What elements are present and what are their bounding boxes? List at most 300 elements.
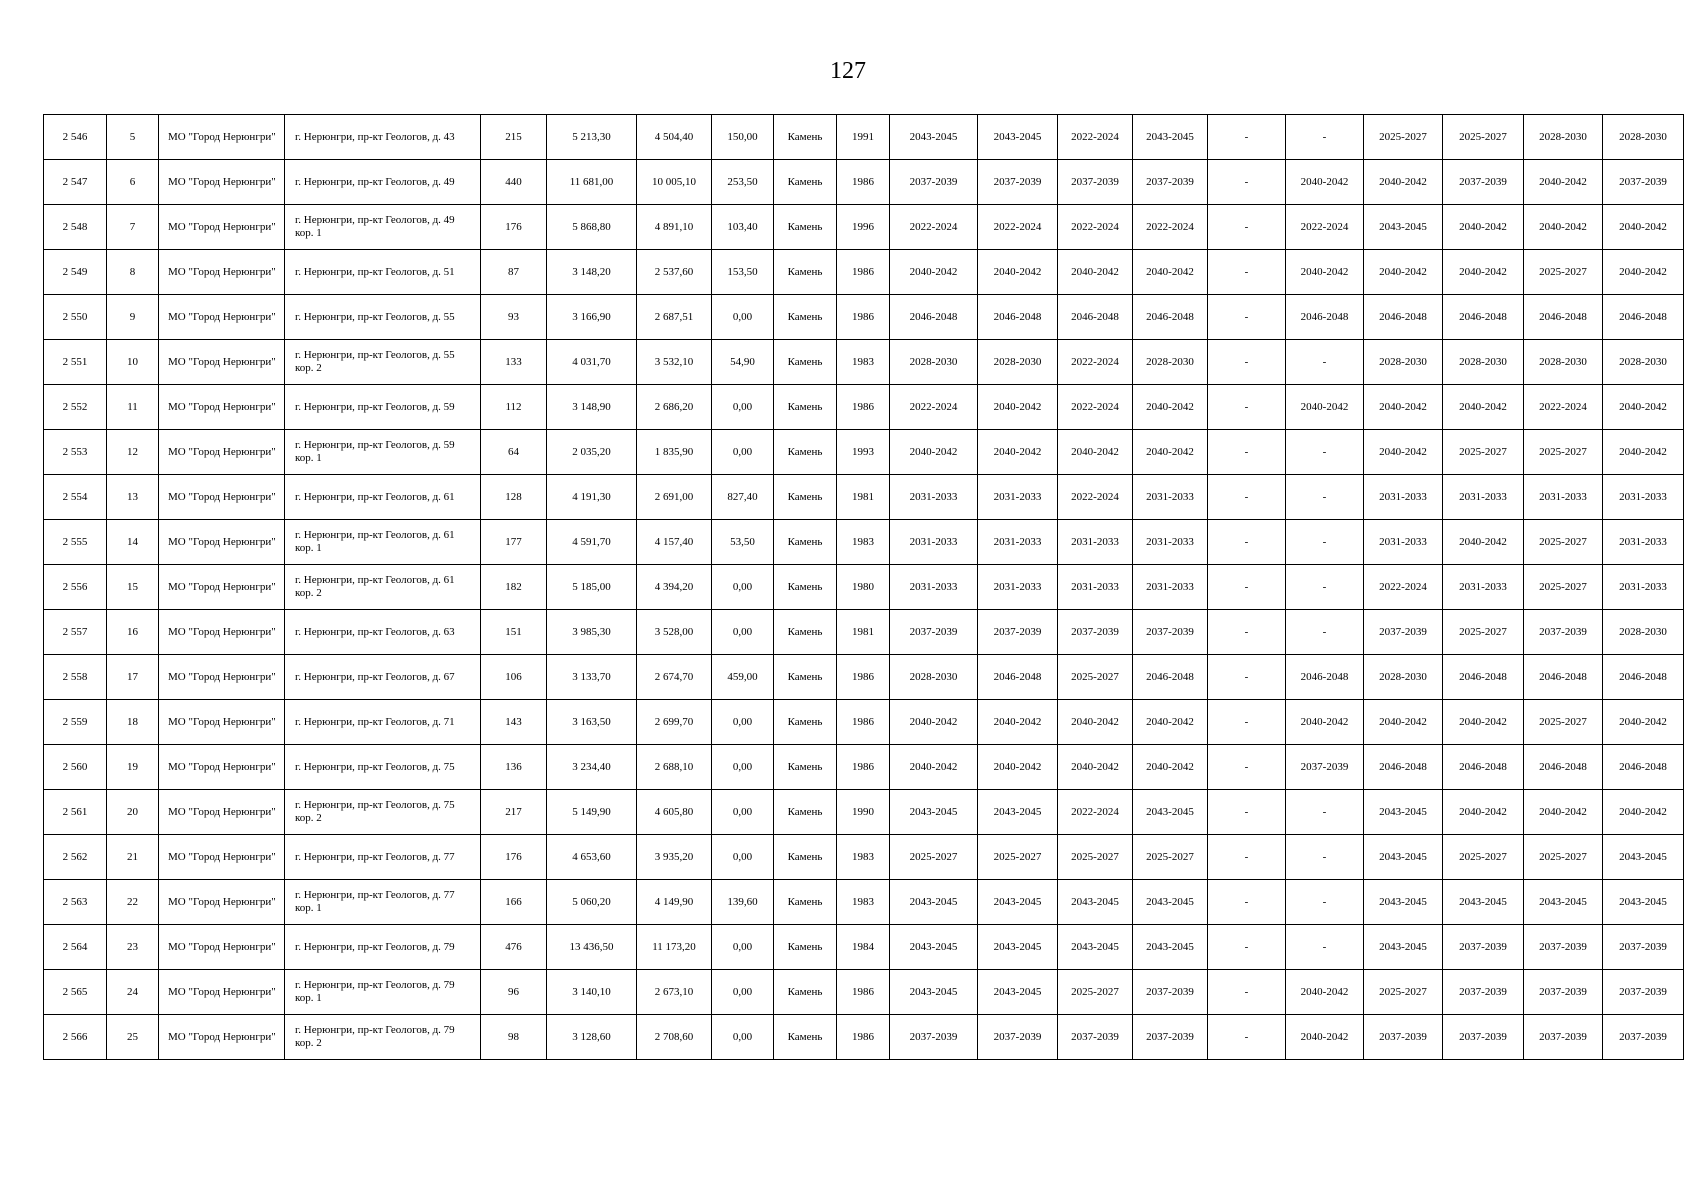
cell-nonresidential-area: 53,50 [712, 520, 774, 565]
cell-wall-material: Камень [774, 880, 837, 925]
cell-municipality: МО "Город Нерюнгри" [159, 250, 285, 295]
cell-item-number: 10 [107, 340, 159, 385]
cell-period-9: 2046-2048 [1524, 745, 1603, 790]
cell-total-area: 5 149,90 [547, 790, 637, 835]
cell-total-area: 3 133,70 [547, 655, 637, 700]
cell-total-area: 5 213,30 [547, 115, 637, 160]
cell-period-10: 2028-2030 [1603, 610, 1684, 655]
cell-build-year: 1983 [837, 880, 890, 925]
cell-period-9: 2022-2024 [1524, 385, 1603, 430]
cell-total-area: 3 128,60 [547, 1015, 637, 1060]
table-row [44, 610, 1684, 655]
cell-living-area: 4 394,20 [637, 565, 712, 610]
cell-record-number: 2 551 [44, 340, 107, 385]
cell-record-number: 2 566 [44, 1015, 107, 1060]
cell-record-number: 2 548 [44, 205, 107, 250]
cell-municipality: МО "Город Нерюнгри" [159, 520, 285, 565]
cell-period-7: 2028-2030 [1364, 655, 1443, 700]
cell-address: г. Нерюнгри, пр-кт Геологов, д. 49 [285, 160, 481, 205]
cell-build-year: 1986 [837, 1015, 890, 1060]
cell-period-3: 2037-2039 [1058, 610, 1133, 655]
cell-living-area: 10 005,10 [637, 160, 712, 205]
cell-period-3: 2037-2039 [1058, 160, 1133, 205]
cell-period-4: 2040-2042 [1133, 385, 1208, 430]
cell-period-10: 2040-2042 [1603, 790, 1684, 835]
cell-period-2: 2037-2039 [978, 610, 1058, 655]
cell-period-2: 2031-2033 [978, 565, 1058, 610]
cell-period-8: 2031-2033 [1443, 565, 1524, 610]
table-row [44, 925, 1684, 970]
cell-period-8: 2037-2039 [1443, 1015, 1524, 1060]
cell-period-3: 2031-2033 [1058, 565, 1133, 610]
cell-item-number: 9 [107, 295, 159, 340]
cell-period-9: 2037-2039 [1524, 610, 1603, 655]
cell-build-year: 1986 [837, 655, 890, 700]
cell-nonresidential-area: 827,40 [712, 475, 774, 520]
cell-period-8: 2046-2048 [1443, 745, 1524, 790]
cell-municipality: МО "Город Нерюнгри" [159, 160, 285, 205]
cell-period-8: 2037-2039 [1443, 160, 1524, 205]
cell-nonresidential-area: 0,00 [712, 295, 774, 340]
cell-period-4: 2031-2033 [1133, 565, 1208, 610]
cell-period-1: 2037-2039 [890, 610, 978, 655]
cell-period-9: 2028-2030 [1524, 115, 1603, 160]
cell-period-6: 2037-2039 [1286, 745, 1364, 790]
cell-living-area: 1 835,90 [637, 430, 712, 475]
cell-item-number: 16 [107, 610, 159, 655]
table-row [44, 880, 1684, 925]
cell-build-year: 1990 [837, 790, 890, 835]
cell-total-area: 13 436,50 [547, 925, 637, 970]
cell-item-number: 25 [107, 1015, 159, 1060]
cell-period-4: 2037-2039 [1133, 970, 1208, 1015]
cell-living-area: 2 687,51 [637, 295, 712, 340]
cell-item-number: 15 [107, 565, 159, 610]
cell-period-10: 2040-2042 [1603, 385, 1684, 430]
cell-period-9: 2040-2042 [1524, 205, 1603, 250]
cell-living-area: 2 708,60 [637, 1015, 712, 1060]
cell-period-2: 2037-2039 [978, 160, 1058, 205]
cell-period-10: 2043-2045 [1603, 835, 1684, 880]
cell-address: г. Нерюнгри, пр-кт Геологов, д. 59 кор. 1 [285, 430, 481, 475]
table-row [44, 385, 1684, 430]
cell-period-6: - [1286, 520, 1364, 565]
cell-period-8: 2040-2042 [1443, 205, 1524, 250]
cell-period-6: - [1286, 430, 1364, 475]
page-number: 127 [830, 58, 866, 84]
cell-period-7: 2022-2024 [1364, 565, 1443, 610]
cell-period-5: - [1208, 115, 1286, 160]
cell-residents: 98 [481, 1015, 547, 1060]
cell-period-4: 2037-2039 [1133, 160, 1208, 205]
cell-period-8: 2040-2042 [1443, 520, 1524, 565]
cell-period-1: 2043-2045 [890, 115, 978, 160]
cell-municipality: МО "Город Нерюнгри" [159, 475, 285, 520]
cell-item-number: 7 [107, 205, 159, 250]
cell-living-area: 4 504,40 [637, 115, 712, 160]
cell-address: г. Нерюнгри, пр-кт Геологов, д. 71 [285, 700, 481, 745]
cell-living-area: 4 149,90 [637, 880, 712, 925]
cell-municipality: МО "Город Нерюнгри" [159, 205, 285, 250]
cell-wall-material: Камень [774, 250, 837, 295]
cell-period-5: - [1208, 520, 1286, 565]
cell-period-2: 2040-2042 [978, 250, 1058, 295]
cell-living-area: 4 605,80 [637, 790, 712, 835]
cell-period-4: 2022-2024 [1133, 205, 1208, 250]
cell-period-5: - [1208, 340, 1286, 385]
cell-total-area: 5 868,80 [547, 205, 637, 250]
cell-address: г. Нерюнгри, пр-кт Геологов, д. 55 [285, 295, 481, 340]
cell-period-5: - [1208, 295, 1286, 340]
cell-period-8: 2028-2030 [1443, 340, 1524, 385]
cell-period-4: 2043-2045 [1133, 790, 1208, 835]
cell-period-6: 2040-2042 [1286, 385, 1364, 430]
cell-build-year: 1986 [837, 250, 890, 295]
cell-record-number: 2 561 [44, 790, 107, 835]
cell-period-1: 2040-2042 [890, 250, 978, 295]
cell-period-2: 2031-2033 [978, 475, 1058, 520]
cell-period-5: - [1208, 925, 1286, 970]
cell-wall-material: Камень [774, 970, 837, 1015]
cell-period-2: 2046-2048 [978, 655, 1058, 700]
cell-nonresidential-area: 459,00 [712, 655, 774, 700]
cell-wall-material: Камень [774, 835, 837, 880]
table-row [44, 295, 1684, 340]
cell-period-10: 2046-2048 [1603, 655, 1684, 700]
cell-total-area: 11 681,00 [547, 160, 637, 205]
cell-record-number: 2 553 [44, 430, 107, 475]
cell-record-number: 2 557 [44, 610, 107, 655]
cell-period-3: 2043-2045 [1058, 925, 1133, 970]
cell-record-number: 2 565 [44, 970, 107, 1015]
cell-record-number: 2 549 [44, 250, 107, 295]
cell-period-9: 2025-2027 [1524, 520, 1603, 565]
cell-residents: 151 [481, 610, 547, 655]
cell-period-4: 2040-2042 [1133, 430, 1208, 475]
cell-period-10: 2031-2033 [1603, 520, 1684, 565]
cell-period-8: 2037-2039 [1443, 970, 1524, 1015]
cell-address: г. Нерюнгри, пр-кт Геологов, д. 59 [285, 385, 481, 430]
cell-nonresidential-area: 139,60 [712, 880, 774, 925]
cell-living-area: 4 157,40 [637, 520, 712, 565]
cell-build-year: 1980 [837, 565, 890, 610]
cell-address: г. Нерюнгри, пр-кт Геологов, д. 61 кор. 2 [285, 565, 481, 610]
cell-period-5: - [1208, 1015, 1286, 1060]
cell-period-3: 2022-2024 [1058, 115, 1133, 160]
cell-period-1: 2046-2048 [890, 295, 978, 340]
cell-period-5: - [1208, 205, 1286, 250]
cell-total-area: 4 191,30 [547, 475, 637, 520]
cell-period-1: 2028-2030 [890, 340, 978, 385]
cell-wall-material: Камень [774, 475, 837, 520]
cell-address: г. Нерюнгри, пр-кт Геологов, д. 79 кор. 2 [285, 1015, 481, 1060]
cell-period-10: 2046-2048 [1603, 295, 1684, 340]
cell-period-2: 2031-2033 [978, 520, 1058, 565]
cell-period-9: 2037-2039 [1524, 1015, 1603, 1060]
cell-municipality: МО "Город Нерюнгри" [159, 295, 285, 340]
cell-total-area: 5 185,00 [547, 565, 637, 610]
cell-period-1: 2028-2030 [890, 655, 978, 700]
cell-wall-material: Камень [774, 115, 837, 160]
cell-period-7: 2043-2045 [1364, 835, 1443, 880]
cell-period-8: 2040-2042 [1443, 250, 1524, 295]
cell-period-3: 2025-2027 [1058, 655, 1133, 700]
cell-record-number: 2 555 [44, 520, 107, 565]
table-row [44, 835, 1684, 880]
cell-address: г. Нерюнгри, пр-кт Геологов, д. 51 [285, 250, 481, 295]
cell-period-9: 2025-2027 [1524, 700, 1603, 745]
cell-period-9: 2043-2045 [1524, 880, 1603, 925]
cell-nonresidential-area: 0,00 [712, 430, 774, 475]
cell-period-9: 2025-2027 [1524, 835, 1603, 880]
cell-build-year: 1986 [837, 700, 890, 745]
cell-period-10: 2037-2039 [1603, 1015, 1684, 1060]
cell-nonresidential-area: 0,00 [712, 790, 774, 835]
cell-period-5: - [1208, 250, 1286, 295]
cell-living-area: 2 688,10 [637, 745, 712, 790]
cell-period-10: 2040-2042 [1603, 250, 1684, 295]
cell-period-4: 2043-2045 [1133, 925, 1208, 970]
table-body [44, 115, 1684, 1060]
cell-period-5: - [1208, 790, 1286, 835]
cell-living-area: 2 699,70 [637, 700, 712, 745]
cell-living-area: 2 686,20 [637, 385, 712, 430]
cell-period-6: - [1286, 835, 1364, 880]
cell-residents: 133 [481, 340, 547, 385]
cell-period-9: 2037-2039 [1524, 970, 1603, 1015]
cell-period-7: 2037-2039 [1364, 610, 1443, 655]
cell-period-6: 2040-2042 [1286, 160, 1364, 205]
cell-period-1: 2040-2042 [890, 700, 978, 745]
cell-period-6: 2040-2042 [1286, 250, 1364, 295]
cell-period-4: 2031-2033 [1133, 475, 1208, 520]
cell-period-5: - [1208, 835, 1286, 880]
cell-nonresidential-area: 103,40 [712, 205, 774, 250]
cell-municipality: МО "Город Нерюнгри" [159, 970, 285, 1015]
cell-item-number: 19 [107, 745, 159, 790]
cell-period-5: - [1208, 700, 1286, 745]
cell-period-5: - [1208, 565, 1286, 610]
cell-item-number: 23 [107, 925, 159, 970]
cell-period-6: - [1286, 115, 1364, 160]
cell-period-4: 2037-2039 [1133, 610, 1208, 655]
cell-item-number: 6 [107, 160, 159, 205]
cell-living-area: 2 537,60 [637, 250, 712, 295]
cell-period-7: 2043-2045 [1364, 205, 1443, 250]
cell-record-number: 2 547 [44, 160, 107, 205]
cell-period-7: 2040-2042 [1364, 700, 1443, 745]
cell-period-3: 2040-2042 [1058, 250, 1133, 295]
cell-period-2: 2043-2045 [978, 880, 1058, 925]
cell-period-9: 2040-2042 [1524, 790, 1603, 835]
cell-period-7: 2040-2042 [1364, 250, 1443, 295]
table-row [44, 1015, 1684, 1060]
cell-total-area: 5 060,20 [547, 880, 637, 925]
cell-nonresidential-area: 0,00 [712, 1015, 774, 1060]
registry-table [43, 114, 1684, 1060]
cell-period-10: 2028-2030 [1603, 340, 1684, 385]
cell-period-7: 2040-2042 [1364, 160, 1443, 205]
cell-period-7: 2046-2048 [1364, 745, 1443, 790]
cell-period-4: 2043-2045 [1133, 115, 1208, 160]
cell-period-6: 2022-2024 [1286, 205, 1364, 250]
cell-period-9: 2025-2027 [1524, 250, 1603, 295]
cell-period-7: 2025-2027 [1364, 115, 1443, 160]
cell-wall-material: Камень [774, 745, 837, 790]
cell-period-9: 2040-2042 [1524, 160, 1603, 205]
cell-period-3: 2022-2024 [1058, 475, 1133, 520]
cell-item-number: 21 [107, 835, 159, 880]
cell-municipality: МО "Город Нерюнгри" [159, 790, 285, 835]
cell-build-year: 1983 [837, 340, 890, 385]
cell-period-7: 2025-2027 [1364, 970, 1443, 1015]
cell-item-number: 5 [107, 115, 159, 160]
cell-total-area: 4 591,70 [547, 520, 637, 565]
cell-period-6: 2040-2042 [1286, 700, 1364, 745]
cell-address: г. Нерюнгри, пр-кт Геологов, д. 77 кор. 1 [285, 880, 481, 925]
cell-wall-material: Камень [774, 340, 837, 385]
cell-period-7: 2040-2042 [1364, 385, 1443, 430]
cell-build-year: 1986 [837, 385, 890, 430]
cell-municipality: МО "Город Нерюнгри" [159, 835, 285, 880]
cell-period-3: 2040-2042 [1058, 430, 1133, 475]
cell-residents: 177 [481, 520, 547, 565]
cell-total-area: 3 234,40 [547, 745, 637, 790]
cell-period-8: 2037-2039 [1443, 925, 1524, 970]
cell-address: г. Нерюнгри, пр-кт Геологов, д. 61 [285, 475, 481, 520]
cell-build-year: 1991 [837, 115, 890, 160]
cell-period-1: 2037-2039 [890, 160, 978, 205]
cell-period-1: 2043-2045 [890, 925, 978, 970]
cell-living-area: 2 691,00 [637, 475, 712, 520]
table-row [44, 160, 1684, 205]
cell-period-4: 2031-2033 [1133, 520, 1208, 565]
table-row [44, 430, 1684, 475]
cell-period-9: 2025-2027 [1524, 430, 1603, 475]
cell-period-4: 2040-2042 [1133, 250, 1208, 295]
cell-period-10: 2043-2045 [1603, 880, 1684, 925]
cell-build-year: 1981 [837, 475, 890, 520]
cell-period-3: 2022-2024 [1058, 205, 1133, 250]
cell-residents: 476 [481, 925, 547, 970]
cell-period-10: 2040-2042 [1603, 205, 1684, 250]
cell-municipality: МО "Город Нерюнгри" [159, 430, 285, 475]
cell-living-area: 11 173,20 [637, 925, 712, 970]
cell-build-year: 1981 [837, 610, 890, 655]
cell-residents: 182 [481, 565, 547, 610]
cell-period-8: 2025-2027 [1443, 610, 1524, 655]
cell-period-6: - [1286, 565, 1364, 610]
cell-total-area: 3 166,90 [547, 295, 637, 340]
cell-build-year: 1986 [837, 160, 890, 205]
cell-municipality: МО "Город Нерюнгри" [159, 1015, 285, 1060]
cell-period-8: 2046-2048 [1443, 295, 1524, 340]
cell-total-area: 2 035,20 [547, 430, 637, 475]
cell-period-3: 2025-2027 [1058, 835, 1133, 880]
cell-record-number: 2 550 [44, 295, 107, 340]
cell-wall-material: Камень [774, 205, 837, 250]
cell-period-4: 2046-2048 [1133, 655, 1208, 700]
cell-period-9: 2025-2027 [1524, 565, 1603, 610]
table-row [44, 970, 1684, 1015]
cell-wall-material: Камень [774, 655, 837, 700]
cell-period-5: - [1208, 475, 1286, 520]
cell-period-4: 2037-2039 [1133, 1015, 1208, 1060]
cell-total-area: 3 985,30 [547, 610, 637, 655]
cell-address: г. Нерюнгри, пр-кт Геологов, д. 43 [285, 115, 481, 160]
table-row [44, 250, 1684, 295]
cell-wall-material: Камень [774, 565, 837, 610]
cell-period-5: - [1208, 430, 1286, 475]
cell-period-8: 2040-2042 [1443, 790, 1524, 835]
cell-item-number: 20 [107, 790, 159, 835]
cell-period-1: 2022-2024 [890, 385, 978, 430]
cell-municipality: МО "Город Нерюнгри" [159, 655, 285, 700]
table-row [44, 475, 1684, 520]
cell-living-area: 3 935,20 [637, 835, 712, 880]
cell-total-area: 3 140,10 [547, 970, 637, 1015]
cell-period-7: 2031-2033 [1364, 475, 1443, 520]
cell-build-year: 1986 [837, 295, 890, 340]
cell-period-10: 2037-2039 [1603, 925, 1684, 970]
cell-address: г. Нерюнгри, пр-кт Геологов, д. 49 кор. 1 [285, 205, 481, 250]
cell-total-area: 3 148,90 [547, 385, 637, 430]
cell-period-9: 2031-2033 [1524, 475, 1603, 520]
cell-address: г. Нерюнгри, пр-кт Геологов, д. 67 [285, 655, 481, 700]
cell-period-6: 2046-2048 [1286, 655, 1364, 700]
cell-nonresidential-area: 54,90 [712, 340, 774, 385]
cell-period-7: 2031-2033 [1364, 520, 1443, 565]
cell-item-number: 8 [107, 250, 159, 295]
cell-period-4: 2040-2042 [1133, 700, 1208, 745]
cell-period-7: 2043-2045 [1364, 790, 1443, 835]
cell-period-3: 2046-2048 [1058, 295, 1133, 340]
cell-residents: 64 [481, 430, 547, 475]
cell-period-2: 2040-2042 [978, 700, 1058, 745]
cell-nonresidential-area: 0,00 [712, 610, 774, 655]
cell-municipality: МО "Город Нерюнгри" [159, 925, 285, 970]
cell-period-2: 2037-2039 [978, 1015, 1058, 1060]
cell-record-number: 2 552 [44, 385, 107, 430]
cell-record-number: 2 546 [44, 115, 107, 160]
cell-period-10: 2031-2033 [1603, 565, 1684, 610]
cell-period-2: 2025-2027 [978, 835, 1058, 880]
cell-period-9: 2046-2048 [1524, 655, 1603, 700]
cell-residents: 87 [481, 250, 547, 295]
cell-item-number: 17 [107, 655, 159, 700]
table-row [44, 520, 1684, 565]
table-row [44, 790, 1684, 835]
cell-municipality: МО "Город Нерюнгри" [159, 385, 285, 430]
cell-period-3: 2022-2024 [1058, 790, 1133, 835]
cell-period-5: - [1208, 970, 1286, 1015]
cell-period-1: 2025-2027 [890, 835, 978, 880]
cell-wall-material: Камень [774, 925, 837, 970]
table-row [44, 115, 1684, 160]
cell-period-2: 2040-2042 [978, 430, 1058, 475]
cell-period-7: 2043-2045 [1364, 880, 1443, 925]
cell-address: г. Нерюнгри, пр-кт Геологов, д. 75 кор. 2 [285, 790, 481, 835]
cell-period-9: 2037-2039 [1524, 925, 1603, 970]
cell-wall-material: Камень [774, 160, 837, 205]
cell-item-number: 22 [107, 880, 159, 925]
cell-item-number: 14 [107, 520, 159, 565]
cell-period-2: 2040-2042 [978, 385, 1058, 430]
cell-record-number: 2 564 [44, 925, 107, 970]
cell-period-2: 2046-2048 [978, 295, 1058, 340]
cell-nonresidential-area: 153,50 [712, 250, 774, 295]
cell-municipality: МО "Город Нерюнгри" [159, 340, 285, 385]
